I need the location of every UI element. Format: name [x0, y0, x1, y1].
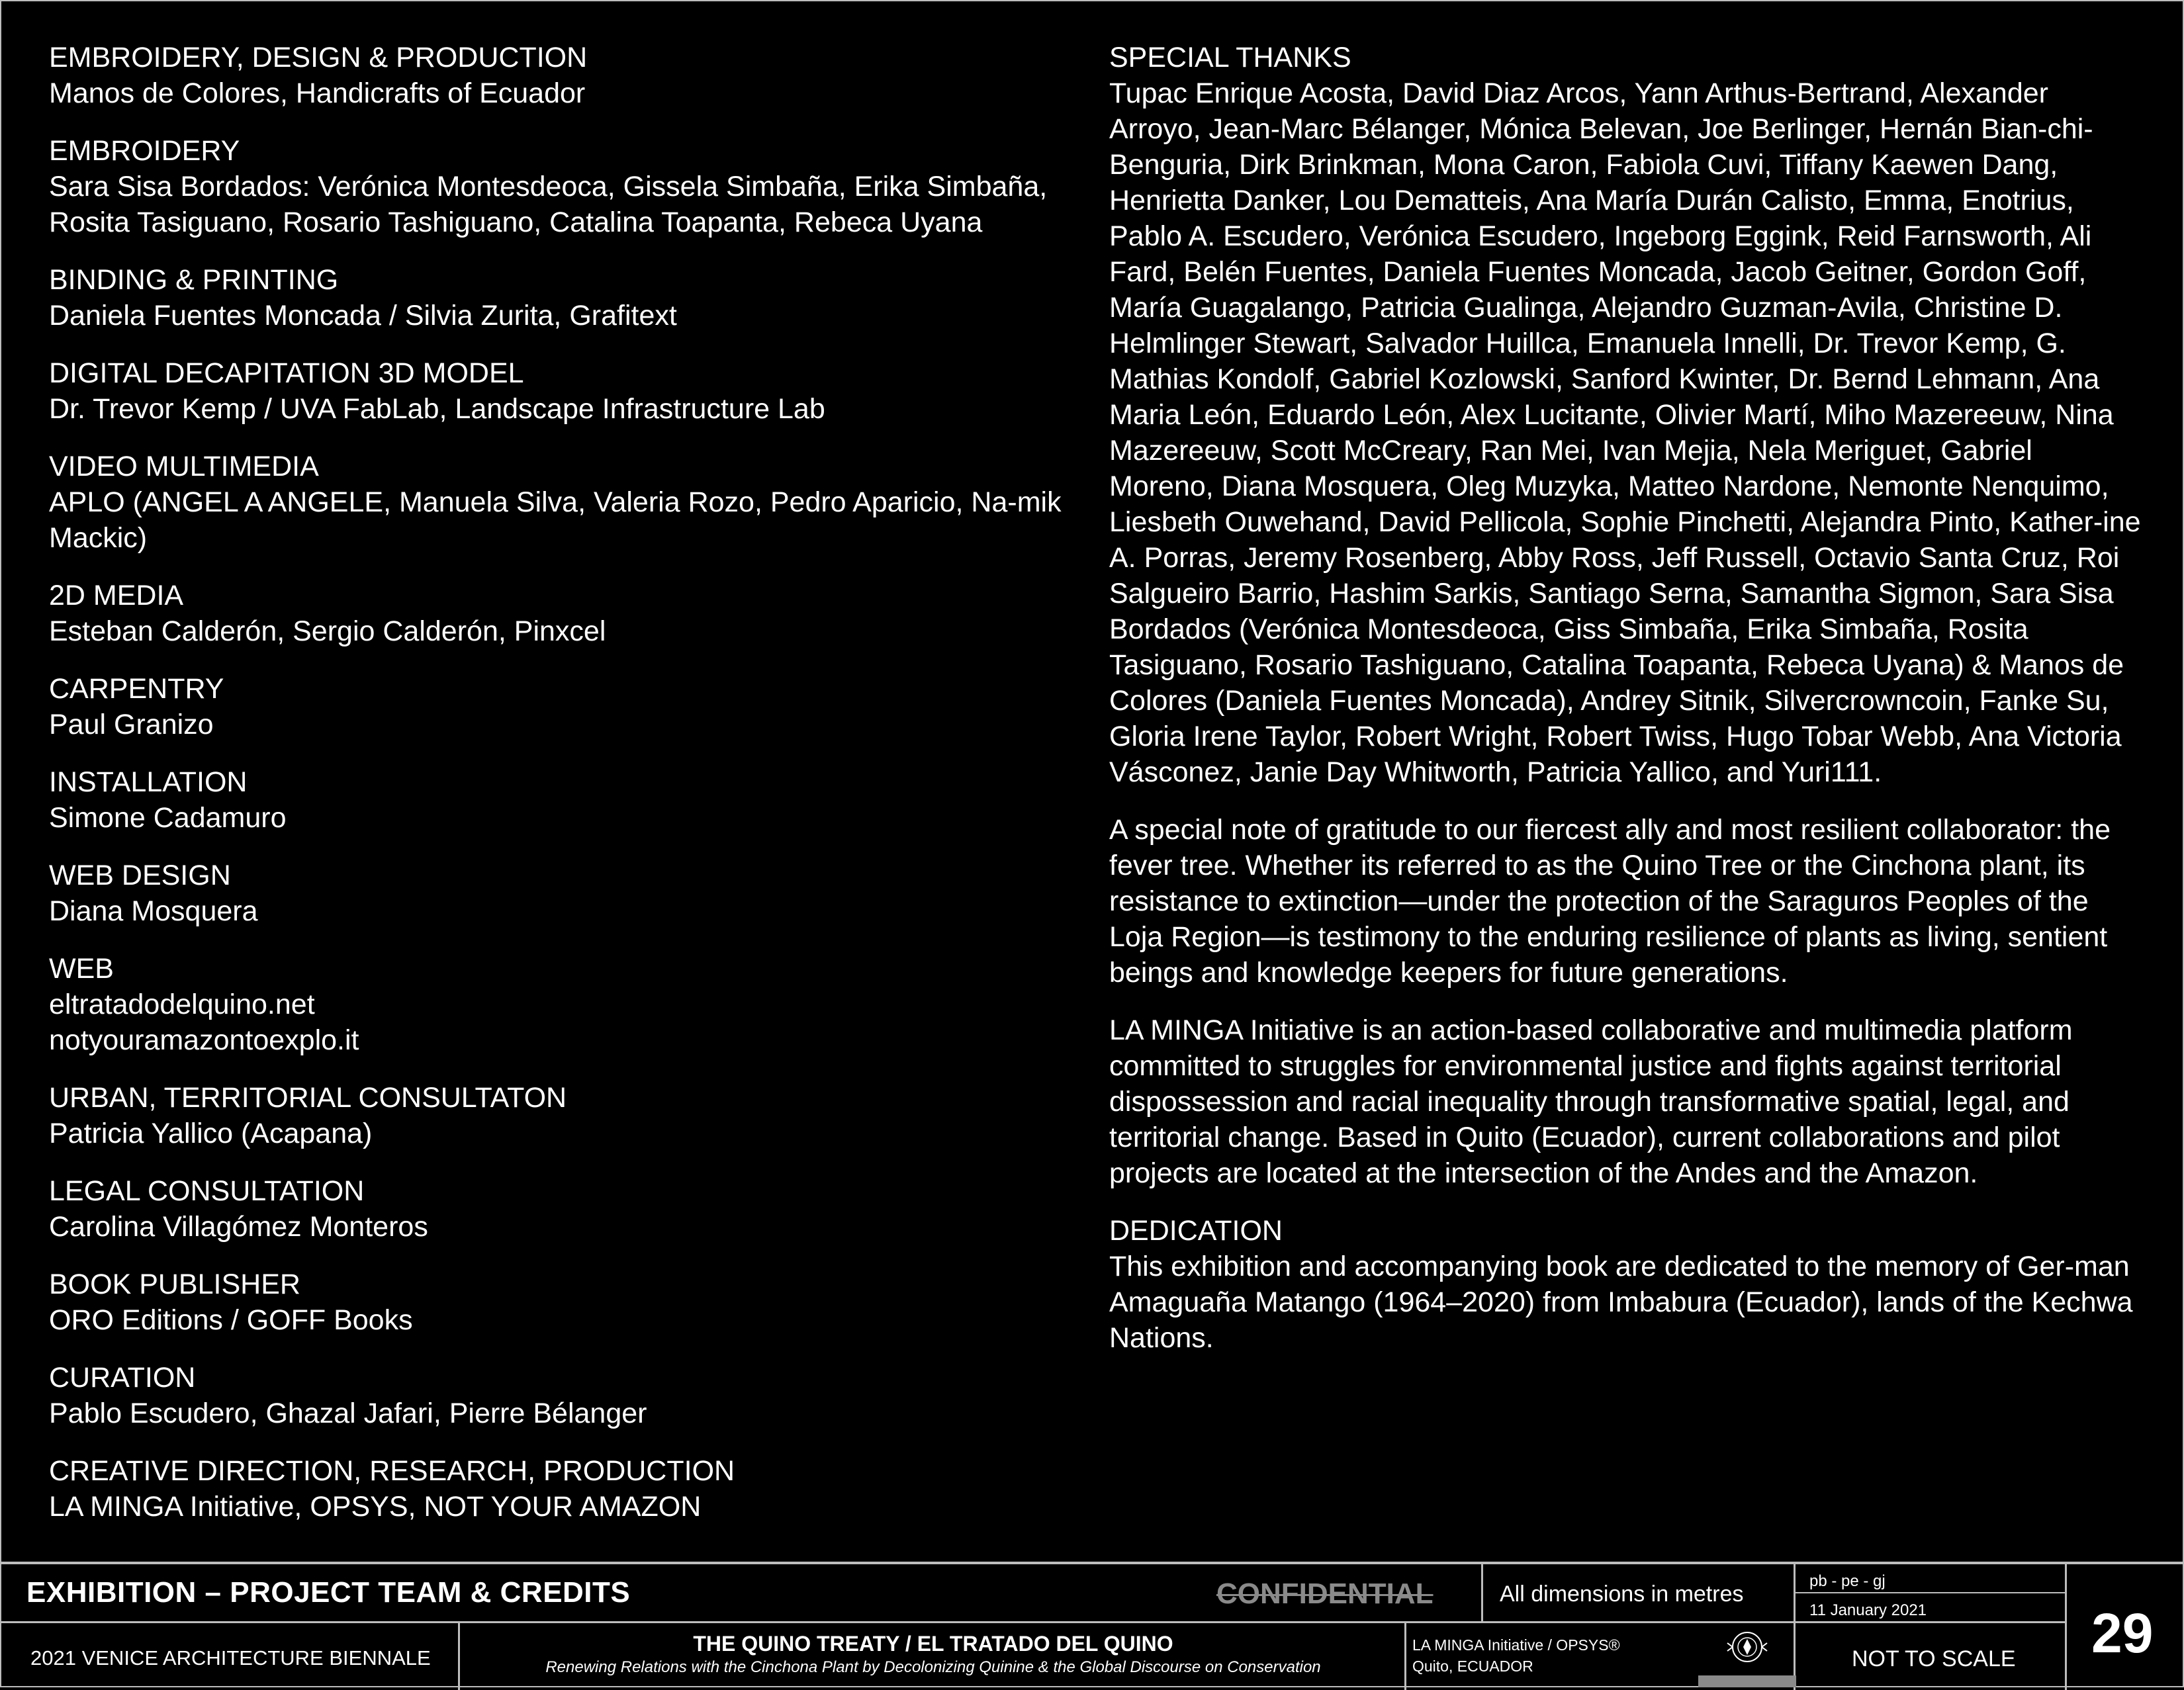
project-title: THE QUINO TREATY / EL TRATADO DEL QUINO — [693, 1632, 1173, 1656]
credit-role: 2D MEDIA — [49, 580, 184, 611]
scale-note: NOT TO SCALE — [1852, 1646, 2016, 1671]
credit-role: URBAN, TERRITORIAL CONSULTATON — [49, 1082, 567, 1114]
credit-entry — [49, 764, 1081, 836]
credit-entry — [49, 951, 1081, 1058]
credit-role: CREATIVE DIRECTION, RESEARCH, PRODUCTION — [49, 1455, 735, 1487]
credit-names: Dr. Trevor Kemp / UVA FabLab, Landscape Infrastructure Lab — [49, 393, 825, 425]
seal-icon — [1698, 1623, 1796, 1676]
credit-names: Paul Granizo — [49, 709, 214, 740]
seal-underline — [1698, 1675, 1796, 1687]
credit-entry — [49, 1173, 1081, 1245]
about-text: LA MINGA Initiative is an action-based collaborative and multimedia platform committed to struggles for environmental justice and fights against territorial dispossession and racial inequality through transformative spatial, legal, and territorial change. Based in Quito (Ecuador), current collaborations and pilot projects are located at the intersection of the Andes and the Amazon. — [1109, 1014, 2073, 1189]
credit-entry — [49, 1453, 1081, 1525]
project-subtitle: Renewing Relations with the Cinchona Plant by Decolonizing Quinine & the Global Discourse on Conservation — [545, 1658, 1321, 1676]
credit-names: Sara Sisa Bordados: Verónica Montesdeoca, Gissela Simbaña, Erika Simbaña, Rosita Tasiguano, Rosario Tashiguano, Catalina Toapanta, Rebeca Uyana — [49, 171, 1048, 238]
credit-names: Diana Mosquera — [49, 895, 258, 927]
credit-entry — [49, 40, 1081, 111]
event-name: 2021 VENICE ARCHITECTURE BIENNALE — [30, 1646, 431, 1669]
title-block — [0, 1562, 2184, 1690]
credit-entry — [49, 1080, 1081, 1151]
organization — [1412, 1634, 1620, 1677]
confidential-stamp: CONFIDENTIAL — [1216, 1578, 1433, 1610]
divider-org-left — [1404, 1621, 1406, 1690]
credit-entry — [49, 355, 1081, 427]
credit-role: CARPENTRY — [49, 673, 224, 705]
credit-names: LA MINGA Initiative, OPSYS, NOT YOUR AMAZON — [49, 1491, 702, 1523]
credits-column — [49, 40, 1081, 1546]
credit-entry — [49, 1360, 1081, 1431]
author-initials: pb - pe - gj — [1809, 1572, 1886, 1590]
credit-entry — [49, 133, 1081, 240]
credit-names: eltratadodelquino.net notyouramazontoexplo.it — [49, 989, 359, 1056]
sheet-date: 11 January 2021 — [1809, 1601, 1927, 1619]
credit-names: Patricia Yallico (Acapana) — [49, 1118, 373, 1149]
divider-initials-date — [1795, 1592, 2065, 1593]
credit-names: Esteban Calderón, Sergio Calderón, Pinxcel — [49, 615, 606, 647]
credit-entry — [49, 858, 1081, 929]
credit-role: BINDING & PRINTING — [49, 264, 339, 296]
credit-role: WEB DESIGN — [49, 860, 231, 891]
page-number: 29 — [2091, 1602, 2154, 1664]
divider-dims-left — [1481, 1564, 1483, 1621]
organization-name: LA MINGA Initiative / OPSYS® — [1412, 1636, 1620, 1654]
dedication-section — [1109, 1213, 2142, 1356]
credit-names: Carolina Villagómez Monteros — [49, 1211, 428, 1243]
seal-box — [1698, 1623, 1796, 1687]
credit-names: APLO (ANGEL A ANGELE, Manuela Silva, Valeria Rozo, Pedro Aparicio, Na-mik Mackic) — [49, 486, 1062, 554]
credit-role: EMBROIDERY, DESIGN & PRODUCTION — [49, 42, 588, 73]
credit-entry — [49, 262, 1081, 334]
credit-names: Pablo Escudero, Ghazal Jafari, Pierre Bélanger — [49, 1398, 647, 1429]
special-thanks-text: Tupac Enrique Acosta, David Diaz Arcos, Yann Arthus-Bertrand, Alexander Arroyo, Jean-Marc Bélanger, Mónica Belevan, Joe Berlinger, Hernán Bian-chi-Benguria, Dirk Brinkman, Mona Caron, Fabiola Cuvi, Tiffany Kaewen Dang, Henrietta Danker, Lou Dematteis, Ana María Durán Calisto, Emma, Enotrius, Pablo A. Escudero, Verónica Escudero, Ingeborg Eggink, Reid Farnsworth, Ali Fard, Belén Fuentes, Daniela Fuentes Moncada, Jacob Geitner, Gordon Goff, María Guagalango, Patricia Gualinga, Alejandro Guzman-Avila, Christine D. Helmlinger Stewart, Salvador Huillca, Emanuela Innelli, Dr. Trevor Kemp, G. Mathias Kondolf, Gabriel Kozlowski, Sanford Kwinter, Dr. Bernd Lehmann, Ana Maria León, Eduardo León, Alex Lucitante, Olivier Martí, Miho Mazereeuw, Nina Mazereeuw, Scott McCreary, Ran Mei, Ivan Mejia, Nela Meriguet, Gabriel Moreno, Diana Mosquera, Oleg Muzyka, Matteo Nardone, Nemonte Nenquimo, Liesbeth Ouwehand, David Pellicola, Sophie Pinchetti, Alejandra Pinto, Kather-ine A. Porras, Jeremy Rosenberg, Abby Ross, Jeff Russell, Octavio Santa Cruz, Roi Salgueiro Barrio, Hashim Sarkis, Santiago Serna, Samantha Sigmon, Sara Sisa Bordados (Verónica Montesdeoca, Giss Simbaña, Erika Simbaña, Rosita Tasiguano, Rosario Tashiguano, Catalina Toapanta, Rebeca Uyana) & Manos de Colores (Daniela Fuentes Moncada), Andrey Sitnik, Silvercrowncoin, Fanke Su, Gloria Irene Taylor, Robert Wright, Robert Twiss, Hugo Tobar Webb, Ana Victoria Vásconez, Janie Day Whitworth, Patricia Yallico, and Yuri111. — [1109, 77, 2141, 788]
credit-names: ORO Editions / GOFF Books — [49, 1304, 413, 1336]
credit-names: Simone Cadamuro — [49, 802, 287, 834]
credit-entry — [49, 1267, 1081, 1338]
credit-role: WEB — [49, 953, 114, 985]
project-title-group — [463, 1630, 1403, 1678]
credit-role: INSTALLATION — [49, 766, 248, 798]
credit-names: Manos de Colores, Handicrafts of Ecuador — [49, 77, 586, 109]
special-thanks-heading: SPECIAL THANKS — [1109, 42, 1351, 73]
credit-role: EMBROIDERY — [49, 135, 240, 167]
divider-event-right — [458, 1621, 460, 1690]
credit-role: VIDEO MULTIMEDIA — [49, 451, 319, 482]
sheet-title: EXHIBITION – PROJECT TEAM & CREDITS — [26, 1576, 631, 1609]
organization-location: Quito, ECUADOR — [1412, 1658, 1533, 1675]
credit-names: Daniela Fuentes Moncada / Silvia Zurita, Grafitext — [49, 300, 677, 332]
special-thanks-section — [1109, 40, 2142, 790]
credit-entry — [49, 671, 1081, 742]
divider-page-left — [2065, 1564, 2067, 1690]
credit-role: CURATION — [49, 1362, 196, 1394]
credit-entry — [49, 449, 1081, 556]
dedication-heading: DEDICATION — [1109, 1215, 1283, 1247]
credit-entry — [49, 578, 1081, 649]
credit-role: DIGITAL DECAPITATION 3D MODEL — [49, 357, 524, 389]
gratitude-note: A special note of gratitude to our fiercest ally and most resilient collaborator: the fever tree. Whether its referred to as the Quino Tree or the Cinchona plant, its resistance to extinction—under the protection of the Saraguros Peoples of the Loja Region—is testimony to the enduring resilience of plants as living, sentient beings and knowledge keepers for future generations. — [1109, 814, 2111, 989]
dimensions-note: All dimensions in metres — [1500, 1581, 1744, 1607]
acknowledgements-column — [1109, 40, 2142, 1378]
credit-role: BOOK PUBLISHER — [49, 1268, 300, 1300]
credit-role: LEGAL CONSULTATION — [49, 1175, 365, 1207]
dedication-text: This exhibition and accompanying book are dedicated to the memory of Ger-man Amaguaña Matango (1964–2020) from Imbabura (Ecuador), lands of the Kechwa Nations. — [1109, 1251, 2133, 1354]
